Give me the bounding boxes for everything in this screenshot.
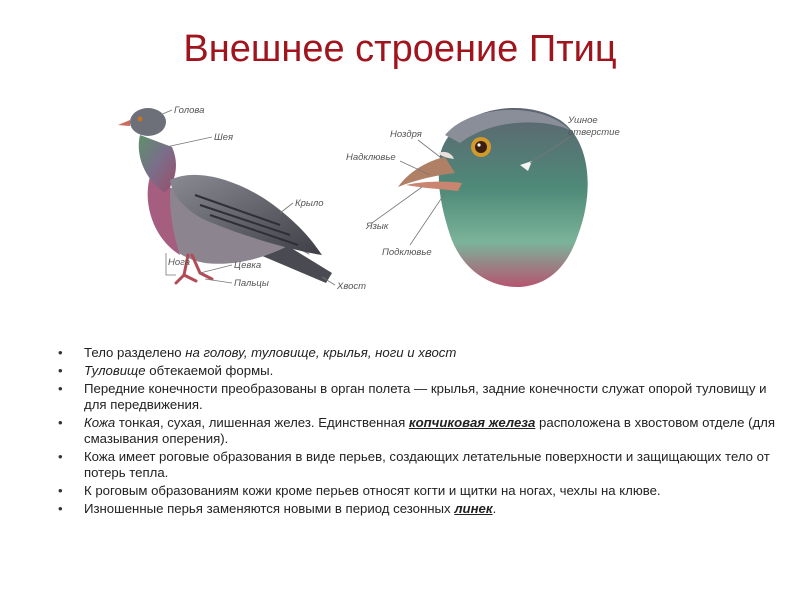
label-tail: Хвост <box>337 281 367 292</box>
label-lower-beak: Подклювье <box>382 247 432 258</box>
label-tongue: Язык <box>366 221 389 232</box>
slide-title: Внешнее строение Птиц <box>183 28 617 70</box>
facts-list <box>58 345 790 519</box>
label-upper-beak: Надклювье <box>346 152 396 163</box>
list-item: • К роговым образованиям кожи кроме перьев относят когти и щитки на ногах, чехлы на клюве. <box>58 483 790 499</box>
label-tarsus: Цевка <box>234 260 262 271</box>
pigeon-head-drawing <box>398 108 588 287</box>
label-neck: Шея <box>214 132 234 143</box>
bird-illustration <box>100 95 660 310</box>
label-wing: Крыло <box>295 198 324 209</box>
bird-diagram <box>100 95 660 310</box>
label-leg: Нога <box>168 257 191 268</box>
label-toes: Пальцы <box>234 278 269 289</box>
key-term-gland: копчиковая железа <box>408 415 536 430</box>
label-head: Голова <box>174 105 205 116</box>
label-nostril: Ноздря <box>390 129 422 140</box>
label-ear-line1: Ушное <box>568 115 598 126</box>
list-item: • Туловище обтекаемой формы. <box>58 363 790 379</box>
list-item: • Кожа тонкая, сухая, лишенная желез. Единственная копчиковая железа расположена в хвостовом отделе (для смазывания оперения). <box>58 415 790 447</box>
list-item: • Передние конечности преобразованы в орган полета — крылья, задние конечности служат опорой туловищу и для передвижения. <box>58 381 790 413</box>
list-item: • Тело разделено на голову, туловище, крылья, ноги и хвост <box>58 345 790 361</box>
list-item: • Кожа имеет роговые образования в виде перьев, создающих летательные поверхности и защищающих тело от потерь тепла. <box>58 449 790 481</box>
label-ear-line2: отверстие <box>568 127 620 138</box>
key-term-molt: линек <box>454 501 493 516</box>
list-item: • Изношенные перья заменяются новыми в период сезонных линек. <box>58 501 790 517</box>
